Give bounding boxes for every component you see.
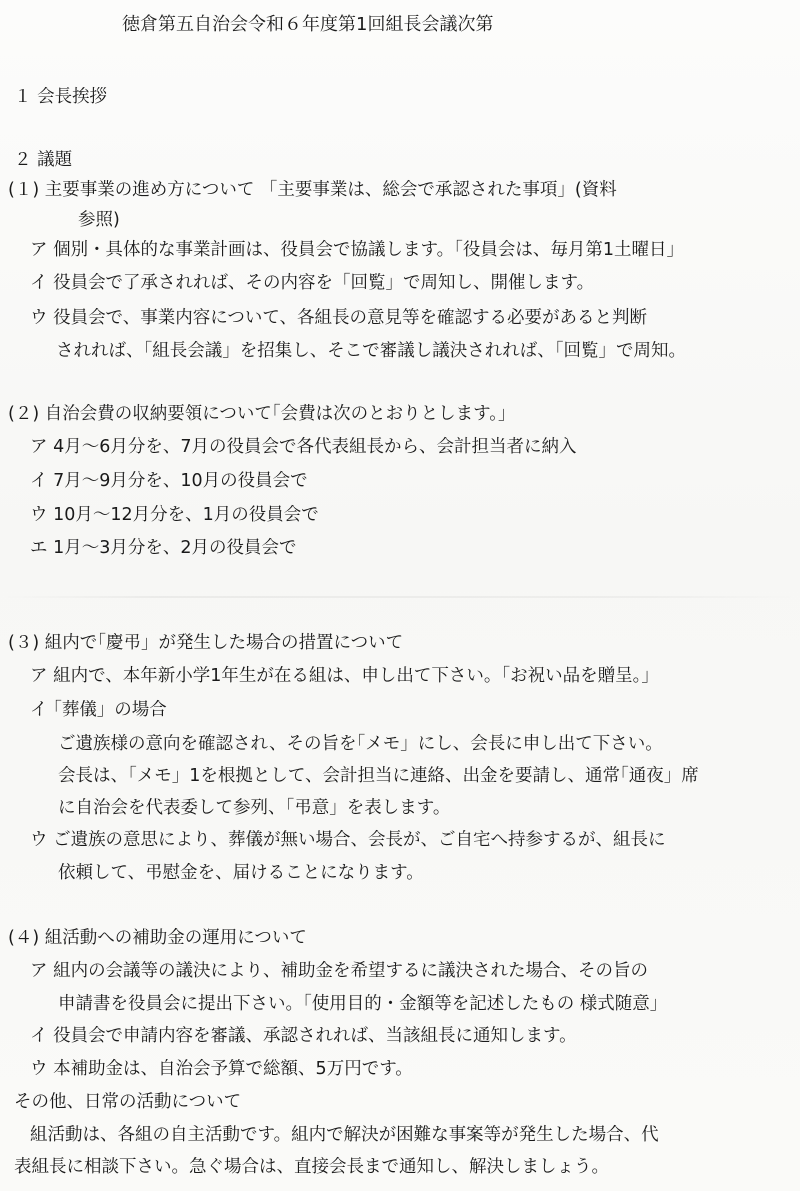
agenda-3-item-u: ウ ご遺族の意思により、葬儀が無い場合、会長が、ご自宅へ持参するが、組長に [30,830,666,850]
agenda-2-item-u: ウ 10月～12月分を、1月の役員会で [30,505,319,525]
agenda-2-heading: (２) 自治会費の収納要領について｢会費は次のとおりとします。」 [8,404,516,424]
agenda-1-item-i: イ 役員会で了承されれば、その内容を「回覧」で周知し、開催します。 [30,273,595,293]
agenda-2-item-i: イ 7月～9月分を、10月の役員会で [30,471,308,491]
agenda-3-item-i: イ ｢葬儀」の場合 [30,700,167,720]
agenda-3-heading: (３) 組内で｢慶弔」が発生した場合の措置について [8,633,404,653]
agenda-4-item-u: ウ 本補助金は、自治会予算で総額、5万円です。 [30,1059,413,1079]
agenda-3-item-i-line2: ご遺族様の意向を確認され、その旨を｢メモ」にし、会長に申し出て下さい。 [58,734,663,754]
other-activities-heading: その他、日常の活動について [14,1092,242,1112]
agenda-3-item-a: ア 組内で、本年新小学1年生が在る組は、申し出て下さい。｢お祝い品を贈呈。」 [30,666,659,686]
agenda-1-heading-cont: 参照) [78,210,120,230]
agenda-4-heading: (４) 組活動への補助金の運用について [8,928,307,948]
agenda-3-item-i-line4: に自治会を代表委して参列、｢弔意」を表します。 [58,798,451,818]
agenda-3-item-u-cont: 依頼して、弔慰金を、届けることになります。 [58,863,424,883]
agenda-1-item-u: ウ 役員会で、事業内容について、各組長の意見等を確認する必要があると判断 [30,308,648,328]
document-title: 徳倉第五自治会令和６年度第1回組長会議次第 [122,14,494,35]
other-activities-body-cont: 表組長に相談下さい。急ぐ場合は、直接会長まで通知し、解決しましょう。 [14,1157,609,1177]
agenda-1-item-a: ア 個別・具体的な事業計画は、役員会で協議します。｢役員会は、毎月第1土曜日」 [30,240,685,260]
agenda-4-item-a: ア 組内の会議等の議決により、補助金を希望するに議決された場合、その旨の [30,961,649,981]
agenda-4-item-i: イ 役員会で申請内容を審議、承認されれば、当該組長に通知します。 [30,1026,577,1046]
agenda-1-item-u-cont: されれば、｢組長会議」を招集し、そこで審議し議決されれば、｢回覧」で周知。 [56,341,686,361]
agenda-4-item-a-cont: 申請書を役員会に提出下さい。｢使用目的・金額等を記述したもの 様式随意」 [58,994,668,1014]
item-1-greeting: １ 会長挨拶 [14,87,108,107]
agenda-3-item-i-line3: 会長は、｢メモ」1を根拠として、会計担当に連絡、出金を要請し、通常｢通夜」席 [58,766,699,786]
agenda-1-heading: (１) 主要事業の進め方について 「主要事業は、総会で承認された事項」(資料 [8,180,617,200]
item-2-agenda: ２ 議題 [14,150,73,170]
other-activities-body: 組活動は、各組の自主活動です。組内で解決が困難な事案等が発生した場合、代 [30,1125,659,1145]
agenda-2-item-a: ア 4月～6月分を、7月の役員会で各代表組長から、会計担当者に納入 [30,437,577,457]
paper-fold-line [0,596,800,598]
agenda-2-item-e: エ 1月～3月分を、2月の役員会で [30,538,297,558]
